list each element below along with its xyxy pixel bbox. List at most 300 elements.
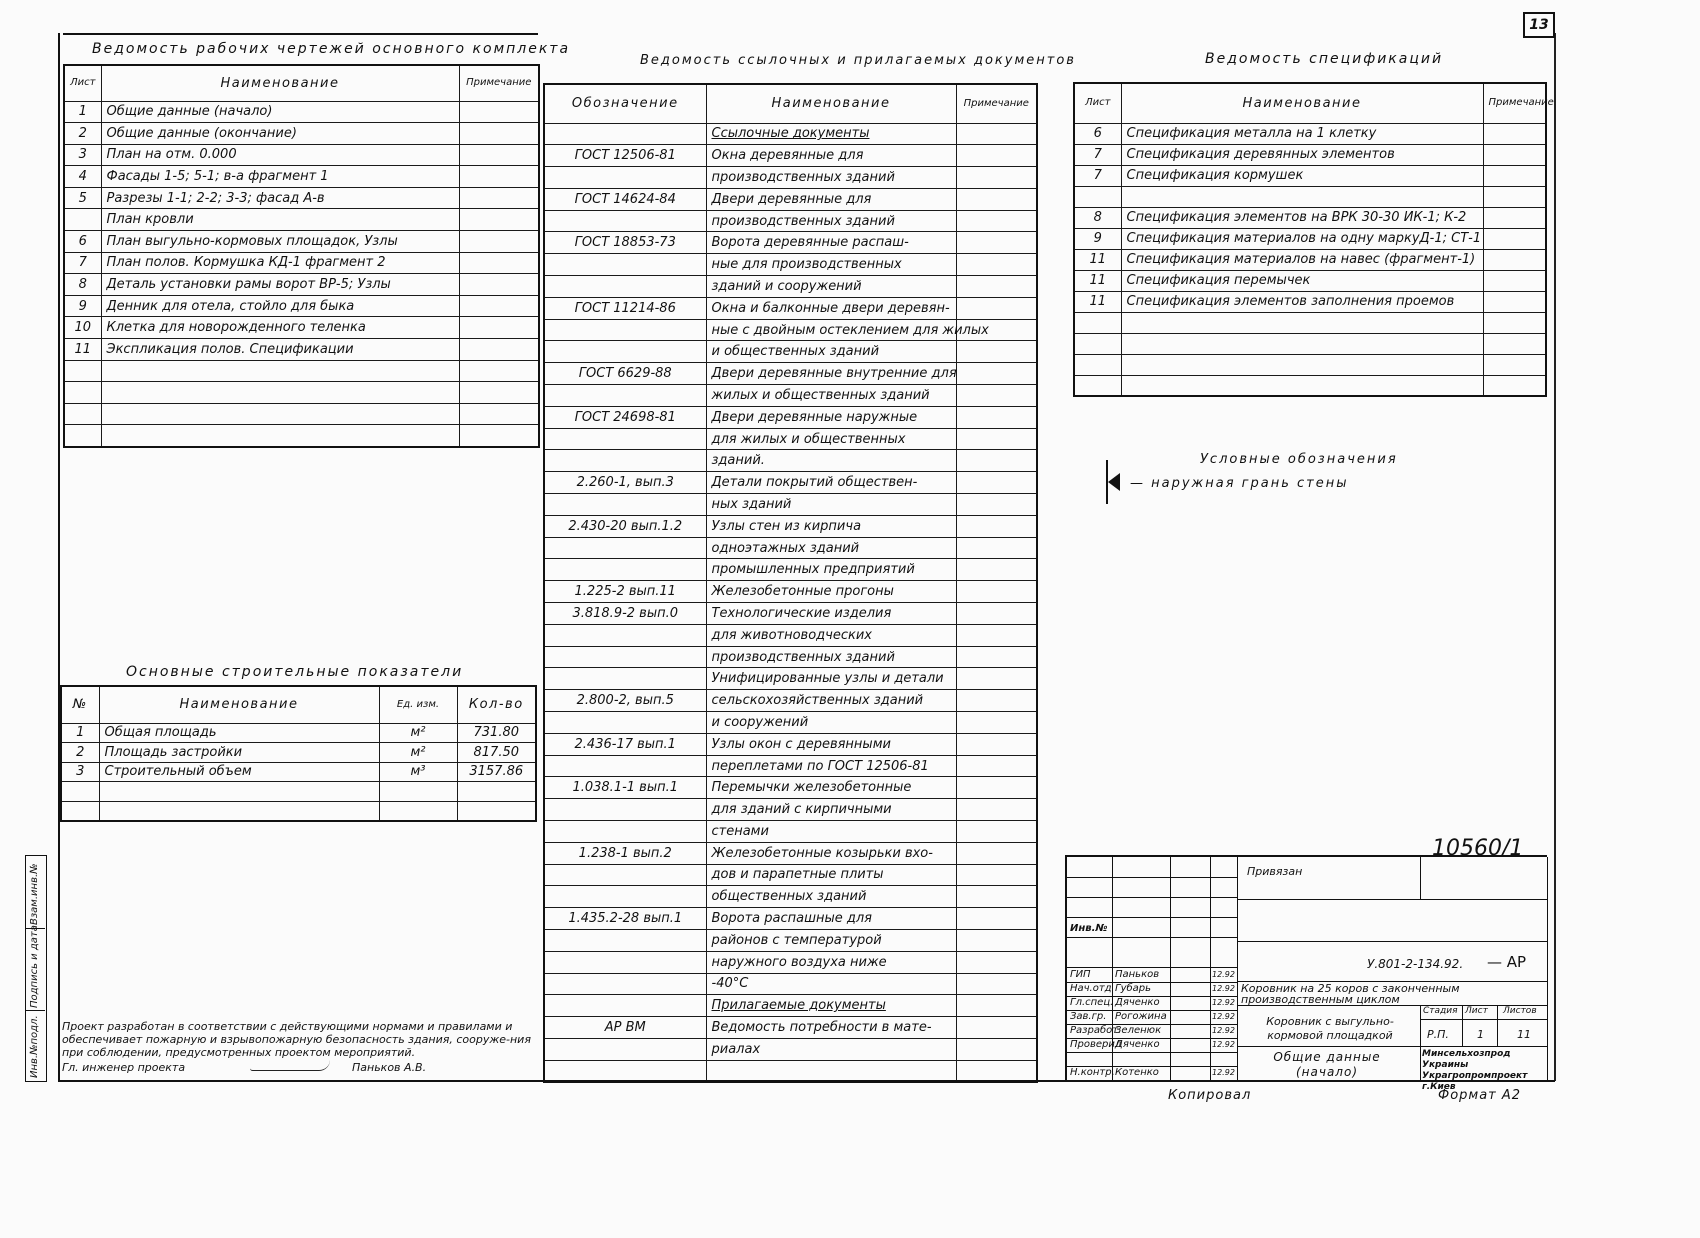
cell-c [956,690,1037,712]
cell-a [544,559,706,581]
cell-a [61,801,99,821]
cell-a [544,995,706,1017]
cell-b [1121,375,1483,396]
grid-line [1067,937,1237,938]
cell-b: Ворота деревянные распаш- [706,232,956,254]
cell-a [544,864,706,886]
cell-b: Деталь установки рамы ворот ВР-5; Узлы [101,274,459,296]
table-row [544,929,1037,951]
table-row [544,319,1037,341]
cell-a [544,428,706,450]
copied-label: Копировал [1168,1088,1252,1103]
table-row [1074,228,1546,249]
cell-a [544,821,706,843]
staff-date: 12.92 [1212,998,1235,1007]
table-row [64,166,539,188]
table-row [64,209,539,231]
cell-c [956,995,1037,1017]
table-row [61,801,536,821]
staff-role: Разработ. [1070,1025,1122,1036]
table-row [544,188,1037,210]
table-row [544,646,1037,668]
cell-b: Спецификация металла на 1 клетку [1121,123,1483,144]
cell-a: 1.435.2-28 вып.1 [544,908,706,930]
cell-b: План на отм. 0.000 [101,144,459,166]
staff-name: Паньков [1115,969,1160,980]
cell-a [544,450,706,472]
grid-line [1067,967,1237,968]
cell-a: ГОСТ 12506-81 [544,145,706,167]
cell-c [956,254,1037,276]
cell-c [1483,144,1546,165]
cell-b: наружного воздуха ниже [706,951,956,973]
cell-b: Денник для отела, стойло для быка [101,295,459,317]
table-row [64,403,539,425]
margin-stamp-divider [25,1010,45,1011]
cell-a [544,668,706,690]
specs-list-table [1073,82,1554,397]
cell-b: производственных зданий [706,646,956,668]
cell-b: Железобетонные козырьки вхо- [706,842,956,864]
cell-c [956,232,1037,254]
cell-c [956,712,1037,734]
margin-stamp-signature: Подпись и дата [29,925,40,1008]
cell-a [544,276,706,298]
cell-b: План выгульно-кормовых площадок, Узлы [101,231,459,253]
stage-value: Р.П. [1427,1028,1449,1041]
cell-a: 3 [61,762,99,782]
staff-date: 12.92 [1212,1040,1235,1049]
sheets-value: 11 [1517,1028,1531,1041]
cell-b: Железобетонные прогоны [706,581,956,603]
cell-b: Фасады 1-5; 5-1; в-а фрагмент 1 [101,166,459,188]
cell-c [379,782,457,802]
cell-a [64,403,101,425]
cell-a: 8 [1074,207,1121,228]
table-row [544,842,1037,864]
project-title: Коровник на 25 коров с законченным производственным циклом [1241,982,1460,1006]
grid-line [1210,857,1211,1082]
cell-b: промышленных предприятий [706,559,956,581]
staff-name: Дяченко [1115,1039,1160,1050]
cell-b [1121,312,1483,333]
cell-c [956,799,1037,821]
cell-c [459,425,539,447]
staff-name: Котенко [1115,1067,1159,1078]
drawings_list-header-row [64,65,539,101]
cell-a: ГОСТ 14624-84 [544,188,706,210]
drawing-name: Общие данные (начало) [1273,1050,1381,1079]
cell-a: 2.800-2, вып.5 [544,690,706,712]
cell-c [1483,228,1546,249]
cell-a: 2.430-20 вып.1.2 [544,515,706,537]
cell-a: ГОСТ 24698-81 [544,406,706,428]
table-row [544,1060,1037,1082]
table-row [61,743,536,763]
table-row [61,762,536,782]
table-row [544,799,1037,821]
title-block [1065,855,1547,1092]
cell-c [956,951,1037,973]
cell-a [544,210,706,232]
grid-line [1067,877,1237,878]
drawings-list-title: Ведомость рабочих чертежей основного комплекта [92,41,571,57]
cell-b: Ссылочные документы [706,123,956,145]
table-row [64,382,539,404]
cell-c [956,385,1037,407]
table-row [544,210,1037,232]
cell-b [99,801,379,821]
column-header: Примечание [459,65,539,101]
cell-a: 1.225-2 вып.11 [544,581,706,603]
table-row [544,951,1037,973]
table-row [544,821,1037,843]
grid-line [1067,917,1237,918]
staff-role: Н.контр. [1070,1067,1115,1078]
cell-a: 2 [64,123,101,145]
cell-b: и сооружений [706,712,956,734]
column-header: № [61,686,99,723]
table-row [544,341,1037,363]
cell-a: 10 [64,317,101,339]
grid-line [1237,857,1238,1082]
staff-role: Проверил [1070,1039,1122,1050]
cell-a [544,1038,706,1060]
cell-b: Унифицированные узлы и детали [706,668,956,690]
table-row [64,252,539,274]
drawings-list-topline [63,33,538,35]
cell-b: Общие данные (окончание) [101,123,459,145]
cell-a: АР ВМ [544,1017,706,1039]
column-header: Обозначение [544,84,706,123]
cell-c [1483,333,1546,354]
specs_list-header-row [1074,83,1546,123]
cell-a [544,973,706,995]
table-row [544,973,1037,995]
cell-b: ных зданий [706,494,956,516]
table-row [1074,249,1546,270]
cell-c [956,755,1037,777]
cell-c [956,1038,1037,1060]
cell-b: производственных зданий [706,210,956,232]
drawings-list-table [63,64,540,448]
sheet-number-box [1523,12,1555,38]
cell-c [956,145,1037,167]
cell-b: дов и парапетные плиты [706,864,956,886]
cell-a: 6 [64,231,101,253]
cell-c [459,403,539,425]
table-row [544,232,1037,254]
cell-c [459,166,539,188]
cell-b [101,403,459,425]
cell-b: Площадь застройки [99,743,379,763]
cell-c [1483,186,1546,207]
cell-a: 5 [64,187,101,209]
table-row [64,123,539,145]
cell-a [544,646,706,668]
cell-a: 11 [1074,270,1121,291]
table-row [544,385,1037,407]
staff-role: Зав.гр. [1070,1011,1107,1022]
cell-b: для животноводческих [706,624,956,646]
cell-b [706,1060,956,1082]
cell-c [459,209,539,231]
cell-c [956,973,1037,995]
grid-line [1547,857,1548,1082]
cell-c [956,777,1037,799]
column-header: Наименование [1121,83,1483,123]
cell-d [457,801,536,821]
cell-a [1074,186,1121,207]
cell-c [1483,270,1546,291]
table-row [544,297,1037,319]
cell-a: 1 [61,723,99,743]
grid-line [1420,1019,1547,1020]
cell-c [956,363,1037,385]
table-row [1074,354,1546,375]
table-row [544,167,1037,189]
cell-d: 3157.86 [457,762,536,782]
table-row [544,450,1037,472]
cell-c [956,515,1037,537]
cell-a: 8 [64,274,101,296]
cell-b: Экспликация полов. Спецификации [101,339,459,361]
table-row [1074,375,1546,396]
staff-name: Рогожина [1115,1011,1167,1022]
table-row [64,187,539,209]
cell-b: Окна и балконные двери деревян- [706,297,956,319]
references_list-header-row [544,84,1037,123]
table-row [1074,144,1546,165]
cell-b: Строительный объем [99,762,379,782]
cell-b: Общие данные (начало) [101,101,459,123]
table-row [544,690,1037,712]
cell-a [544,494,706,516]
left-frame-line [58,33,60,1081]
cell-c: м² [379,723,457,743]
cell-a: 11 [1074,249,1121,270]
cell-b: Двери деревянные наружные [706,406,956,428]
cell-b: -40°С [706,973,956,995]
cell-b: Спецификация материалов на навес (фрагмент-1) [1121,249,1483,270]
cell-a: 2 [61,743,99,763]
cell-c [1483,354,1546,375]
staff-date: 12.92 [1212,970,1235,979]
table-row [544,428,1037,450]
grid-line [1462,1005,1463,1046]
cell-a [544,624,706,646]
cell-b: Разрезы 1-1; 2-2; 3-3; фасад А-в [101,187,459,209]
cell-a [544,537,706,559]
cell-c [459,317,539,339]
legend-title: Условные обозначения [1200,452,1398,467]
cell-d [457,782,536,802]
stage-header: Стадия [1423,1006,1458,1016]
cell-b: Перемычки железобетонные [706,777,956,799]
cell-a [1074,375,1121,396]
table-row [544,581,1037,603]
staff-date: 12.92 [1212,1068,1235,1077]
cell-c [956,1017,1037,1039]
table-row [1074,333,1546,354]
table-row [64,274,539,296]
cell-a [544,712,706,734]
cell-b: Спецификация элементов на ВРК 30-30 ИК-1; К-2 [1121,207,1483,228]
cell-c [956,864,1037,886]
cell-b: Ведомость потребности в мате- [706,1017,956,1039]
grid-line [1237,1046,1547,1047]
cell-c [956,450,1037,472]
cell-b: зданий. [706,450,956,472]
cell-c [956,167,1037,189]
cell-a: 2.260-1, вып.3 [544,472,706,494]
cell-c [956,886,1037,908]
signature [250,1060,330,1071]
column-header: Лист [1074,83,1121,123]
staff-name: Зеленюк [1115,1025,1162,1036]
cell-a: ГОСТ 11214-86 [544,297,706,319]
cell-b: Узлы стен из кирпича [706,515,956,537]
table-row [544,123,1037,145]
cell-c: м² [379,743,457,763]
cell-c [956,210,1037,232]
sheets-header: Листов [1503,1006,1537,1016]
cell-b [101,360,459,382]
cell-b [99,782,379,802]
cell-b: Двери деревянные внутренние для [706,363,956,385]
cell-c [379,801,457,821]
cell-c [1483,207,1546,228]
grid-line [1170,857,1171,1082]
cell-b: План полов. Кормушка КД-1 фрагмент 2 [101,252,459,274]
cell-a [544,167,706,189]
cell-b: общественных зданий [706,886,956,908]
cell-b: Спецификация перемычек [1121,270,1483,291]
cell-b: ные для производственных [706,254,956,276]
column-header: Наименование [706,84,956,123]
cell-b: Клетка для новорожденного теленка [101,317,459,339]
table-row [1074,291,1546,312]
cell-c [1483,123,1546,144]
cell-a: 11 [1074,291,1121,312]
cell-a [64,382,101,404]
cell-c [956,341,1037,363]
cell-a [1074,312,1121,333]
table-row [64,317,539,339]
specs-list-title: Ведомость спецификаций [1205,51,1444,67]
table-row [544,145,1037,167]
table-row [544,472,1037,494]
table-row [544,1038,1037,1060]
table-row [544,624,1037,646]
cell-d: 731.80 [457,723,536,743]
cell-b: производственных зданий [706,167,956,189]
table-row [544,733,1037,755]
cell-b: Окна деревянные для [706,145,956,167]
column-header: Ед. изм. [379,686,457,723]
staff-role: Гл.спец. [1070,997,1114,1008]
cell-c [459,382,539,404]
cell-c [956,297,1037,319]
cell-b: План кровли [101,209,459,231]
cell-c [956,428,1037,450]
sheet-header: Лист [1465,1006,1488,1016]
grid-line [1420,857,1421,899]
indicators-table [60,685,537,822]
signer-name: Паньков А.В. [352,1061,427,1074]
cell-c [956,406,1037,428]
cell-b: Ворота распашные для [706,908,956,930]
cell-c [956,603,1037,625]
cell-c [956,821,1037,843]
cell-a: 2.436-17 вып.1 [544,733,706,755]
cell-b [1121,354,1483,375]
table-row [1074,207,1546,228]
cell-c [459,101,539,123]
bound-label: Привязан [1247,865,1303,878]
cell-b: Технологические изделия [706,603,956,625]
signer-role: Гл. инженер проекта [62,1061,186,1074]
cell-a [64,360,101,382]
table-row [64,101,539,123]
cell-b: районов с температурой [706,929,956,951]
table-row [64,425,539,447]
cell-c [956,929,1037,951]
cell-c [1483,165,1546,186]
grid-line [1237,899,1547,900]
cell-c [1483,375,1546,396]
cell-c [956,646,1037,668]
cell-c [956,559,1037,581]
cell-b: Спецификация материалов на одну маркуД-1; СТ-1 [1121,228,1483,249]
cell-a [1074,354,1121,375]
cell-a [544,755,706,777]
table-row [61,723,536,743]
table-row [544,559,1037,581]
cell-b: стенами [706,821,956,843]
cell-b: Детали покрытий обществен- [706,472,956,494]
cell-a: 3 [64,144,101,166]
cell-c [1483,249,1546,270]
table-row [544,777,1037,799]
cell-a: 7 [1074,144,1121,165]
table-row [1074,186,1546,207]
table-row [544,864,1037,886]
staff-role: ГИП [1070,969,1091,980]
cell-a [544,319,706,341]
cell-c [956,908,1037,930]
table-row [544,254,1037,276]
cell-a: 1.038.1-1 вып.1 [544,777,706,799]
column-header: Кол-во [457,686,536,723]
cell-b: Спецификация деревянных элементов [1121,144,1483,165]
table-row [544,515,1037,537]
archive-number: 10560/1 [1432,836,1524,861]
column-header: Примечание [1483,83,1546,123]
cell-b: зданий и сооружений [706,276,956,298]
cell-a [544,1060,706,1082]
column-header: Лист [64,65,101,101]
cell-a [64,425,101,447]
margin-stamp-inv: Инв.№подл. [29,1015,40,1078]
cell-c [459,360,539,382]
references-list-table [543,83,1038,1083]
cell-c [459,274,539,296]
table-row [544,886,1037,908]
building-name: Коровник с выгульно-кормовой площадкой [1266,1015,1394,1042]
drawing-code: У.801-2-134.92. [1367,957,1464,971]
cell-b: для жилых и общественных [706,428,956,450]
